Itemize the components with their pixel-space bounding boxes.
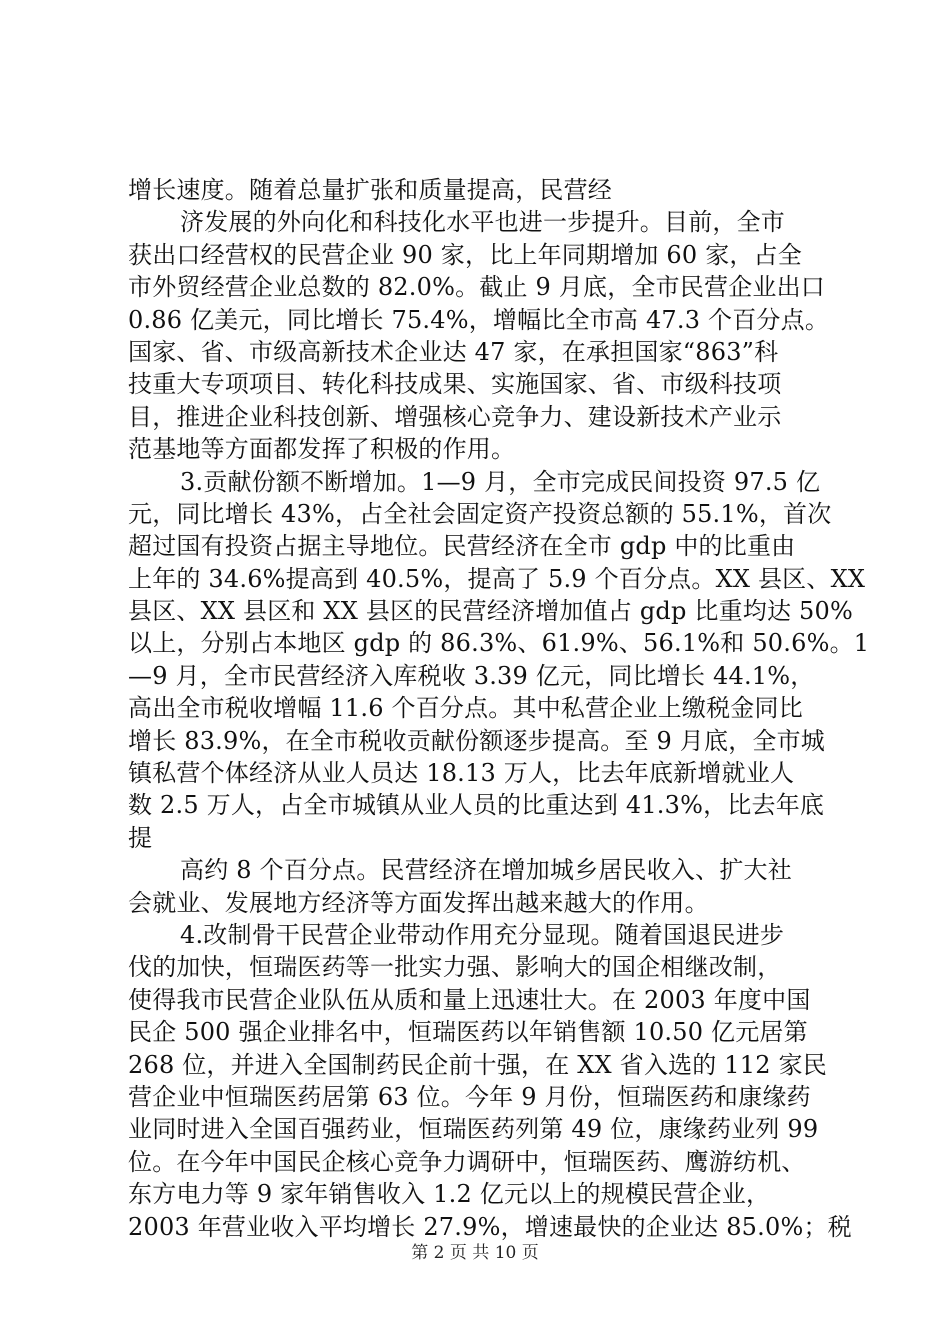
text-line: 使得我市民营企业队伍从质和量上迅速壮大。在 2003 年度中国 — [128, 985, 811, 1014]
text-line: —9 月，全市民营经济入库税收 3.39 亿元，同比增长 44.1%， — [128, 661, 815, 690]
text-line: 济发展的外向化和科技化水平也进一步提升。目前，全市 — [180, 208, 785, 237]
text-line: 营企业中恒瑞医药居第 63 位。今年 9 月份，恒瑞医药和康缘药 — [128, 1082, 811, 1111]
text-line: 业同时进入全国百强药业，恒瑞医药列第 49 位，康缘药业列 99 — [128, 1115, 819, 1144]
text-line: 高出全市税收增幅 11.6 个百分点。其中私营企业上缴税金同比 — [128, 694, 803, 723]
text-line: 4.改制骨干民营企业带动作用充分显现。随着国退民进步 — [180, 920, 785, 949]
text-line: 镇私营个体经济从业人员达 18.13 万人，比去年底新增就业人 — [128, 759, 795, 788]
text-line: 高约 8 个百分点。民营经济在增加城乡居民收入、扩大社 — [180, 856, 792, 885]
text-line: 元，同比增长 43%，占全社会固定资产投资总额的 55.1%，首次 — [128, 499, 832, 528]
text-line: 县区、XX 县区和 XX 县区的民营经济增加值占 gdp 比重均达 50% — [128, 597, 853, 626]
text-line: 国家、省、市级高新技术企业达 47 家，在承担国家“863”科 — [128, 337, 779, 366]
text-line: 增长速度。随着总量扩张和质量提高，民营经 — [128, 176, 612, 204]
text-line: 上年的 34.6%提高到 40.5%，提高了 5.9 个百分点。XX 县区、XX — [128, 564, 866, 593]
text-line: 3.贡献份额不断增加。1—9 月，全市完成民间投资 97.5 亿 — [180, 467, 821, 496]
text-line: 2003 年营业收入平均增长 27.9%，增速最快的企业达 85.0%；税 — [128, 1212, 852, 1241]
text-line: 伐的加快，恒瑞医药等一批实力强、影响大的国企相继改制， — [128, 953, 782, 982]
text-line: 位。在今年中国民企核心竞争力调研中，恒瑞医药、鹰游纺机、 — [128, 1147, 806, 1176]
text-line: 目，推进企业科技创新、增强核心竞争力、建设新技术产业示 — [128, 402, 782, 431]
text-line: 民企 500 强企业排名中，恒瑞医药以年销售额 10.50 亿元居第 — [128, 1018, 808, 1047]
text-line: 获出口经营权的民营企业 90 家，比上年同期增加 60 家，占全 — [128, 240, 802, 269]
text-line: 技重大专项项目、转化科技成果、实施国家、省、市级科技项 — [128, 370, 782, 399]
text-line: 增长 83.9%，在全市税收贡献份额逐步提高。至 9 月底，全市城 — [128, 726, 825, 755]
text-line: 东方电力等 9 家年销售收入 1.2 亿元以上的规模民营企业， — [128, 1180, 771, 1209]
text-line: 市外贸经营企业总数的 82.0%。截止 9 月底，全市民营企业出口 — [128, 273, 825, 302]
text-line: 超过国有投资占据主导地位。民营经济在全市 gdp 中的比重由 — [128, 532, 796, 561]
body-text — [128, 174, 870, 1243]
text-line: 提 — [128, 823, 153, 852]
text-line: 以上，分别占本地区 gdp 的 86.3%、61.9%、56.1%和 50.6%。1 — [128, 629, 870, 658]
page-number-footer: 第 2 页 共 10 页 — [411, 1243, 539, 1263]
text-line: 数 2.5 万人，占全市城镇从业人员的比重达到 41.3%，比去年底 — [128, 791, 825, 820]
text-line: 0.86 亿美元，同比增长 75.4%，增幅比全市高 47.3 个百分点。 — [128, 305, 830, 334]
text-line: 268 位，并进入全国制药民企前十强，在 XX 省入选的 112 家民 — [128, 1050, 827, 1079]
text-line: 会就业、发展地方经济等方面发挥出越来越大的作用。 — [128, 888, 709, 917]
text-line: 范基地等方面都发挥了积极的作用。 — [128, 435, 516, 464]
